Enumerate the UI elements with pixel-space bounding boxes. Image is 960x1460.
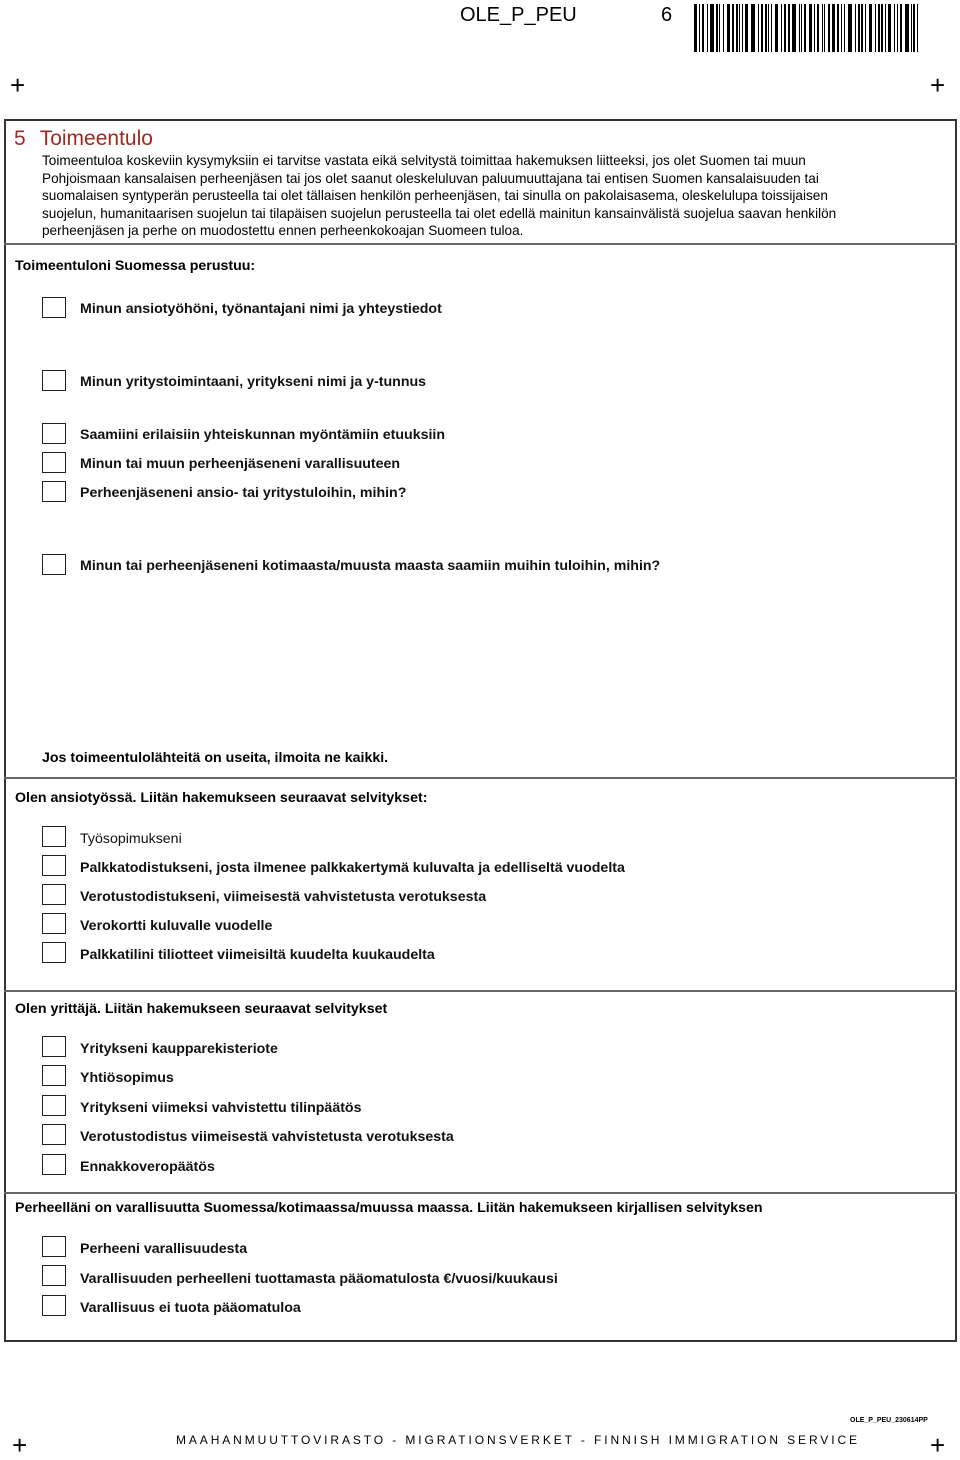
checkbox-prepayment-decision[interactable] — [42, 1154, 66, 1175]
barcode-bar — [761, 4, 763, 52]
barcode — [694, 4, 924, 52]
form-code: OLE_P_PEU — [460, 4, 577, 26]
option-label: Yhtiösopimus — [80, 1070, 174, 1086]
barcode-bar — [814, 4, 815, 52]
barcode-bar — [751, 4, 755, 52]
checkbox-salary-certificate[interactable] — [42, 855, 66, 876]
option-label: Perheenjäseneni ansio- tai yritystuloihin, mihin? — [80, 485, 407, 501]
checkbox-bank-statements[interactable] — [42, 942, 66, 963]
barcode-bar — [775, 4, 778, 52]
barcode-bar — [710, 4, 714, 52]
option-label: Minun tai perheenjäseneni kotimaasta/muusta maasta saamiin muihin tuloihin, mihin? — [80, 558, 661, 574]
barcode-bar — [828, 4, 830, 52]
checkbox-business[interactable] — [42, 370, 66, 391]
checkbox-family-assets-report[interactable] — [42, 1236, 66, 1257]
barcode-bar — [736, 4, 738, 52]
option-label: Verotustodistukseni, viimeisestä vahvistetusta verotuksesta — [80, 889, 487, 905]
barcode-bar — [768, 4, 769, 52]
barcode-bar — [771, 4, 772, 52]
option-label: Yritykseni viimeksi vahvistettu tilinpäätös — [80, 1100, 362, 1116]
basis-label: Toimeentuloni Suomessa perustuu: — [15, 258, 256, 274]
barcode-bar — [848, 4, 852, 52]
option-label: Verotustodistus viimeisestä vahvistetusta verotuksesta — [80, 1129, 454, 1145]
barcode-bar — [900, 4, 902, 52]
barcode-bar — [911, 4, 912, 52]
barcode-bar — [716, 4, 718, 52]
page-number: 6 — [661, 4, 673, 26]
section-number: 5 — [14, 127, 26, 150]
employed-label: Olen ansiotyössä. Liitän hakemukseen seuraavat selvitykset: — [15, 790, 428, 806]
barcode-bar — [824, 4, 825, 52]
barcode-bar — [742, 4, 743, 52]
option-label: Minun yritystoimintaani, yritykseni nimi ja y-tunnus — [80, 374, 427, 390]
checkbox-articles-of-association[interactable] — [42, 1065, 66, 1086]
crop-mark-top-left: + — [10, 70, 26, 100]
barcode-bar — [858, 4, 860, 52]
multiple-sources-note: Jos toimeentulolähteitä on useita, ilmoita ne kaikki. — [42, 750, 389, 766]
barcode-bar — [875, 4, 876, 52]
barcode-bar — [822, 4, 823, 52]
divider — [4, 243, 957, 245]
checkbox-employment-contract[interactable] — [42, 826, 66, 847]
barcode-bar — [841, 4, 842, 52]
barcode-bar — [913, 4, 915, 52]
entrepreneur-label: Olen yrittäjä. Liitän hakemukseen seuraavat selvitykset — [15, 1001, 388, 1017]
barcode-bar — [844, 4, 845, 52]
barcode-bar — [732, 4, 734, 52]
barcode-bar — [865, 4, 866, 52]
section-title — [14, 127, 153, 151]
barcode-bar — [801, 4, 802, 52]
option-label: Yritykseni kaupparekisteriote — [80, 1041, 278, 1057]
checkbox-employment[interactable] — [42, 297, 66, 318]
checkbox-financial-statement[interactable] — [42, 1095, 66, 1116]
barcode-bar — [758, 4, 759, 52]
option-label: Minun tai muun perheenjäseneni varallisuuteen — [80, 456, 401, 472]
divider — [4, 990, 957, 992]
intro-line: Pohjoismaan kansalaisen perheenjäsen tai jos olet saanut oleskeluluvan paluumuuttajana tai entisen Suomen kansalaisuuden tai — [42, 170, 819, 186]
option-label: Palkkatilini tiliotteet viimeisiltä kuudelta kuukaudelta — [80, 947, 435, 963]
barcode-bar — [885, 4, 886, 52]
intro-line: suomalaisen syntyperän perusteella tai olet tällaisen henkilön perheenjäsen, tai sinulla on pakolaisasema, oleskelulupa toissijaisen — [42, 188, 828, 204]
barcode-bar — [817, 4, 819, 52]
option-label: Työsopimukseni — [80, 831, 182, 847]
crop-mark-bottom-left: + — [12, 1430, 28, 1460]
checkbox-tax-certificate[interactable] — [42, 884, 66, 905]
checkbox-other-income[interactable] — [42, 554, 66, 575]
barcode-bar — [869, 4, 872, 52]
option-label: Varallisuuden perheelleni tuottamasta pääomatulosta €/vuosi/kuukausi — [80, 1271, 558, 1287]
barcode-bar — [905, 4, 909, 52]
checkbox-tax-card[interactable] — [42, 913, 66, 934]
section-title-text: Toimeentulo — [39, 127, 153, 150]
barcode-bar — [739, 4, 740, 52]
assets-label: Perheelläni on varallisuutta Suomessa/kotimaassa/muussa maassa. Liitän hakemukseen kirjallisen selvityksen — [15, 1200, 763, 1216]
barcode-bar — [809, 4, 812, 52]
option-label: Varallisuus ei tuota pääomatuloa — [80, 1300, 301, 1316]
checkbox-family-income[interactable] — [42, 481, 66, 502]
option-label: Saamiini erilaisiin yhteiskunnan myöntämiin etuuksiin — [80, 427, 446, 443]
barcode-bar — [719, 4, 720, 52]
barcode-bar — [799, 4, 800, 52]
crop-mark-top-right: + — [930, 70, 946, 100]
form-version-code: OLE_P_PEU_230614PP — [850, 1417, 928, 1424]
checkbox-tax-statement[interactable] — [42, 1124, 66, 1145]
barcode-bar — [702, 4, 704, 52]
barcode-bar — [745, 4, 748, 52]
barcode-bar — [727, 4, 730, 52]
divider — [4, 1192, 957, 1194]
barcode-bar — [917, 4, 918, 52]
checkbox-capital-income[interactable] — [42, 1265, 66, 1286]
checkbox-benefits[interactable] — [42, 423, 66, 444]
barcode-bar — [878, 4, 880, 52]
barcode-bar — [699, 4, 700, 52]
barcode-bar — [707, 4, 708, 52]
option-label: Minun ansiotyöhöni, työnantajani nimi ja yhteystiedot — [80, 301, 442, 317]
barcode-bar — [855, 4, 856, 52]
barcode-bar — [792, 4, 796, 52]
barcode-bar — [784, 4, 786, 52]
agency-footer: MAAHANMUUTTOVIRASTO - MIGRATIONSVERKET - FINNISH IMMIGRATION SERVICE — [176, 1433, 860, 1447]
barcode-bar — [861, 4, 863, 52]
option-label: Palkkatodistukseni, josta ilmenee palkkakertymä kuluvalta ja edelliseltä vuodelta — [80, 860, 625, 876]
barcode-bar — [894, 4, 895, 52]
option-label: Perheeni varallisuudesta — [80, 1241, 248, 1257]
barcode-bar — [694, 4, 697, 52]
barcode-bar — [832, 4, 835, 52]
intro-text — [42, 152, 922, 240]
barcode-bar — [765, 4, 767, 52]
barcode-bar — [781, 4, 782, 52]
crop-mark-bottom-right: + — [930, 1430, 946, 1460]
divider — [4, 777, 957, 779]
option-label: Verokortti kuluvalle vuodelle — [80, 918, 273, 934]
barcode-bar — [804, 4, 806, 52]
barcode-bar — [888, 4, 891, 52]
checkbox-trade-register[interactable] — [42, 1036, 66, 1057]
barcode-bar — [723, 4, 724, 52]
barcode-bar — [897, 4, 898, 52]
intro-line: perheenjäsen ja perhe on muodostettu ennen perheenkokoajan Suomeen tuloa. — [42, 223, 524, 239]
intro-line: suojelun, humanitaarisen suojelun tai tilapäisen suojelun perusteella tai olet edellä mainitun kansainvälistä suojelua saavan henkilön — [42, 205, 837, 221]
checkbox-family-assets[interactable] — [42, 452, 66, 473]
barcode-bar — [881, 4, 883, 52]
checkbox-no-capital-income[interactable] — [42, 1295, 66, 1316]
barcode-bar — [788, 4, 790, 52]
option-label: Ennakkoveropäätös — [80, 1159, 215, 1175]
barcode-bar — [837, 4, 839, 52]
intro-line: Toimeentuloa koskeviin kysymyksiin ei tarvitse vastata eikä selvitystä toimittaa hakemuksen liitteeksi, jos olet Suomen tai muun — [42, 153, 806, 168]
